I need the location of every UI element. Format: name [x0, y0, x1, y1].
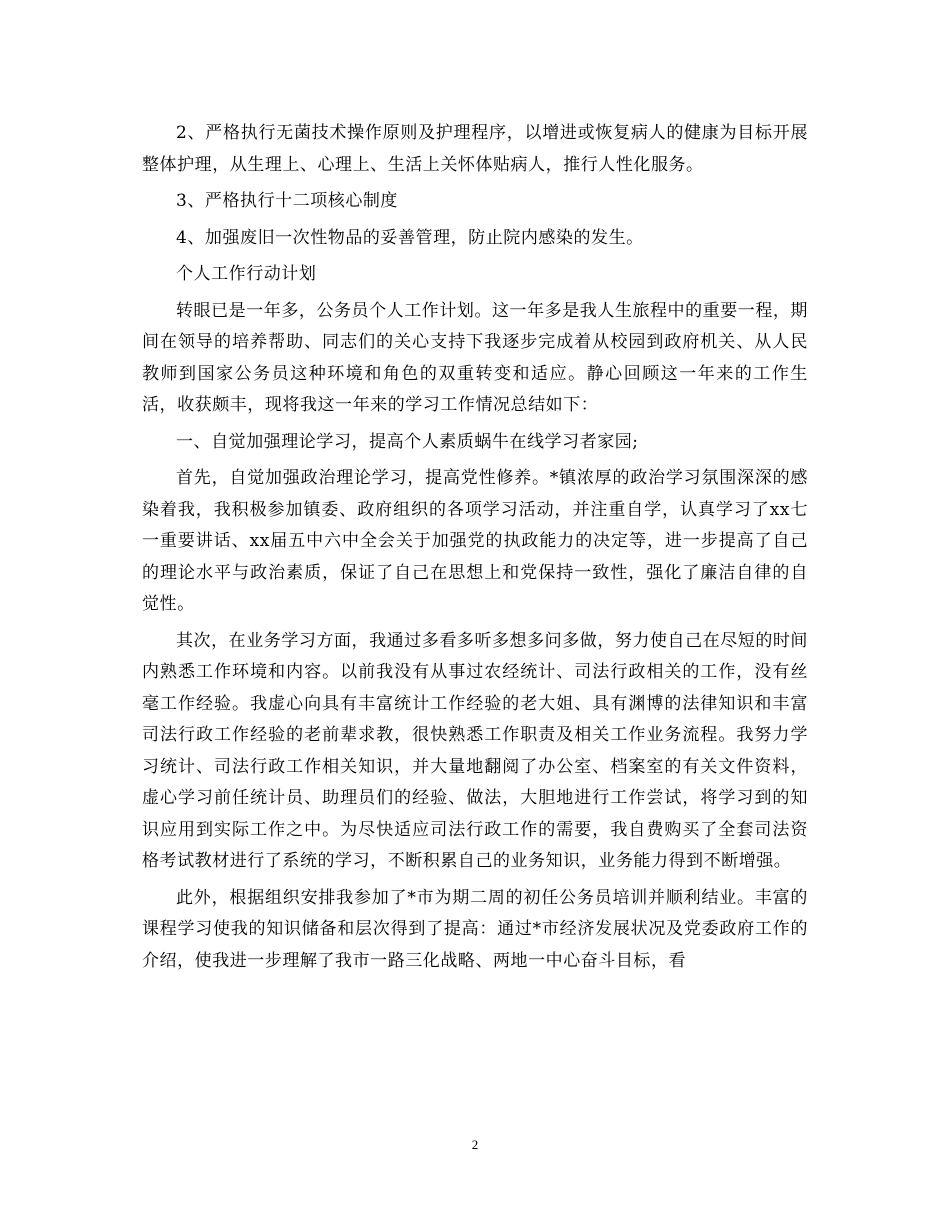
- section-heading-1: 一、自觉加强理论学习，提高个人素质蜗牛在线学习者家园;: [176, 431, 639, 452]
- paragraph-item-2: 2、严格执行无菌技术操作原则及护理程序，以增进或恢复病人的健康为目标开展整体护理，从生理上、心理上、生活上关怀体贴病人，推行人性化服务。: [142, 123, 808, 175]
- paragraph-item-4: 4、加强废旧一次性物品的妥善管理，防止院内感染的发生。: [176, 227, 644, 248]
- document-body: [142, 118, 808, 977]
- section-heading: 个人工作行动计划: [176, 264, 317, 284]
- paragraph-first: 首先，自觉加强政治理论学习，提高党性修养。*镇浓厚的政治学习氛围深深的感染着我，我积极参加镇委、政府组织的各项学习活动，并注重自学，认真学习了xx七一重要讲话、xx届五中六中全会关于加强党的执政能力的决定等，进一步提高了自己的理论水平与政治素质，保证了自己在思想上和党保持一致性，强化了廉洁自律的自觉性。: [142, 468, 808, 614]
- paragraph-second: 其次，在业务学习方面，我通过多看多听多想多问多做，努力使自己在尽短的时间内熟悉工作环境和内容。以前我没有从事过农经统计、司法行政相关的工作，没有丝毫工作经验。我虚心向具有丰富统计工作经验的老大姐、具有渊博的法律知识和丰富司法行政工作经验的老前辈求教，很快熟悉工作职责及相关工作业务流程。我努力学习统计、司法行政工作相关知识，并大量地翻阅了办公室、档案室的有关文件资料，虚心学习前任统计员、助理员们的经验、做法，大胆地进行工作尝试，将学习到的知识应用到实际工作之中。为尽快适应司法行政工作的需要，我自费购买了全套司法资格考试教材进行了系统的学习，不断积累自己的业务知识，业务能力得到不断增强。: [142, 630, 808, 871]
- paragraph-additionally: 此外，根据组织安排我参加了*市为期二周的初任公务员培训并顺利结业。丰富的课程学习使我的知识储备和层次得到了提高：通过*市经济发展状况及党委政府工作的介绍，使我进一步理解了我市一路三化战略、两地一中心奋斗目标，看: [142, 887, 808, 971]
- paragraph-item-3: 3、严格执行十二项核心制度: [176, 191, 398, 211]
- page-number: 2: [471, 1137, 479, 1152]
- paragraph-intro: 转眼已是一年多，公务员个人工作计划。这一年多是我人生旅程中的重要一程，期间在领导的培养帮助、同志们的关心支持下我逐步完成着从校园到政府机关、从人民教师到国家公务员这种环境和角色的双重转变和适应。静心回顾这一年来的工作生活，收获颇丰，现将我这一年来的学习工作情况总结如下：: [142, 300, 808, 415]
